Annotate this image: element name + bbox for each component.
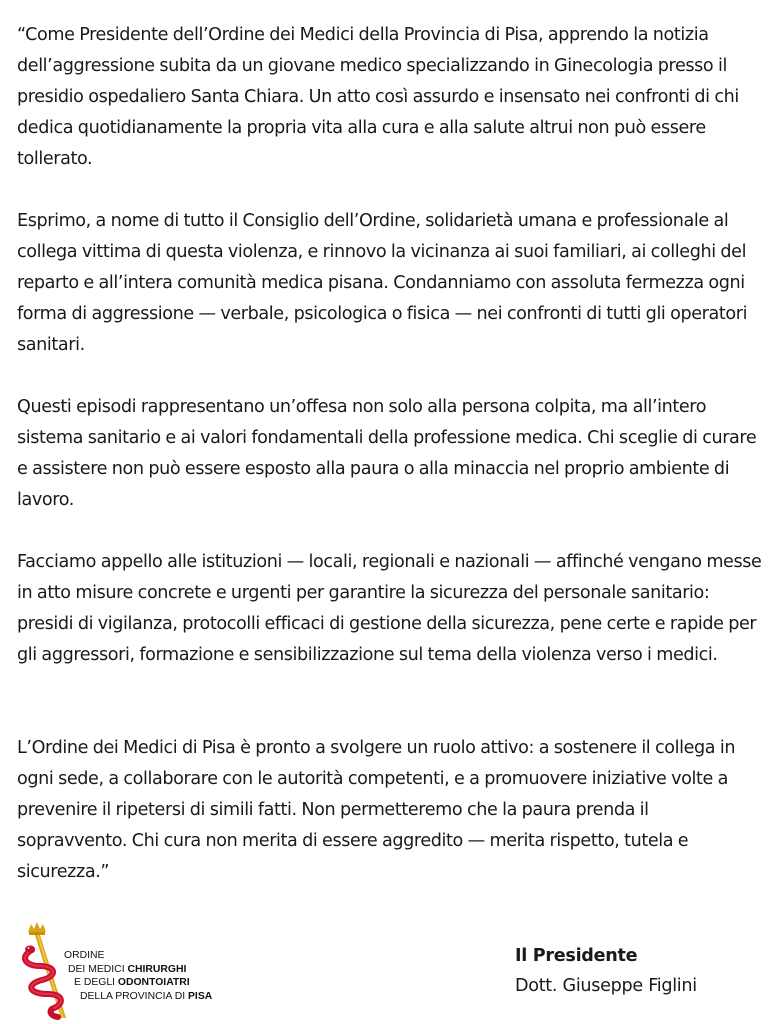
logo-line-1: ORDINE bbox=[64, 950, 105, 961]
logo-line-4: DELLA PROVINCIA DI PISA bbox=[80, 990, 213, 1002]
logo-wordmark bbox=[64, 949, 212, 1003]
signature-name: Dott. Giuseppe Figlini bbox=[515, 976, 697, 996]
logo-line-3: E DEGLI ODONTOIATRI bbox=[74, 977, 190, 989]
signature-role: Il Presidente bbox=[515, 946, 638, 966]
statement-paragraph-1: “Come Presidente dell’Ordine dei Medici della Provincia di Pisa, apprendo la notizia dell’aggressione subita da un giovane medico specializzando in Ginecologia presso il presidio ospedaliero Santa Chiara. Un atto così assurdo e insensato nei confronti di chi dedica quotidianamente la propria vita alla cura e alla salute altrui non può essere tollerato. bbox=[17, 25, 739, 169]
statement-paragraph-4: Facciamo appello alle istituzioni — locali, regionali e nazionali — affinché vengano messe in atto misure concrete e urgenti per garantire la sicurezza del personale sanitario: presidi di vigilanza, protocolli efficaci di gestione della sicurezza, pene certe e rapide per gli aggressori, formazione e sensibilizzazione sul tema della violenza verso i medici. bbox=[17, 552, 762, 665]
logo-line-2: DEI MEDICI CHIRURGHI bbox=[68, 963, 187, 975]
order-logo bbox=[18, 920, 248, 1020]
statement-paragraph-5: L’Ordine dei Medici di Pisa è pronto a svolgere un ruolo attivo: a sostenere il collega in ogni sede, a collaborare con le autorità competenti, e a promuovere iniziative volte a prevenire il ripetersi di simili fatti. Non permetteremo che la paura prenda il sopravvento. Chi cura non merita di essere aggredito — merita rispetto, tutela e sicurezza.” bbox=[17, 738, 736, 882]
statement-paragraph-2: Esprimo, a nome di tutto il Consiglio dell’Ordine, solidarietà umana e professionale al collega vittima di questa violenza, e rinnovo la vicinanza ai suoi familiari, ai colleghi del reparto e all’intera comunità medica pisana. Condanniamo con assoluta fermezza ogni forma di aggressione — verbale, psicologica o fisica — nei confronti di tutti gli operatori sanitari. bbox=[17, 211, 748, 355]
statement-paragraph-3: Questi episodi rappresentano un’offesa non solo alla persona colpita, ma all’intero sistema sanitario e ai valori fondamentali della professione medica. Chi sceglie di curare e assistere non può essere esposto alla paura o alla minaccia nel proprio ambiente di lavoro. bbox=[17, 397, 757, 510]
signature-block bbox=[515, 941, 697, 1001]
